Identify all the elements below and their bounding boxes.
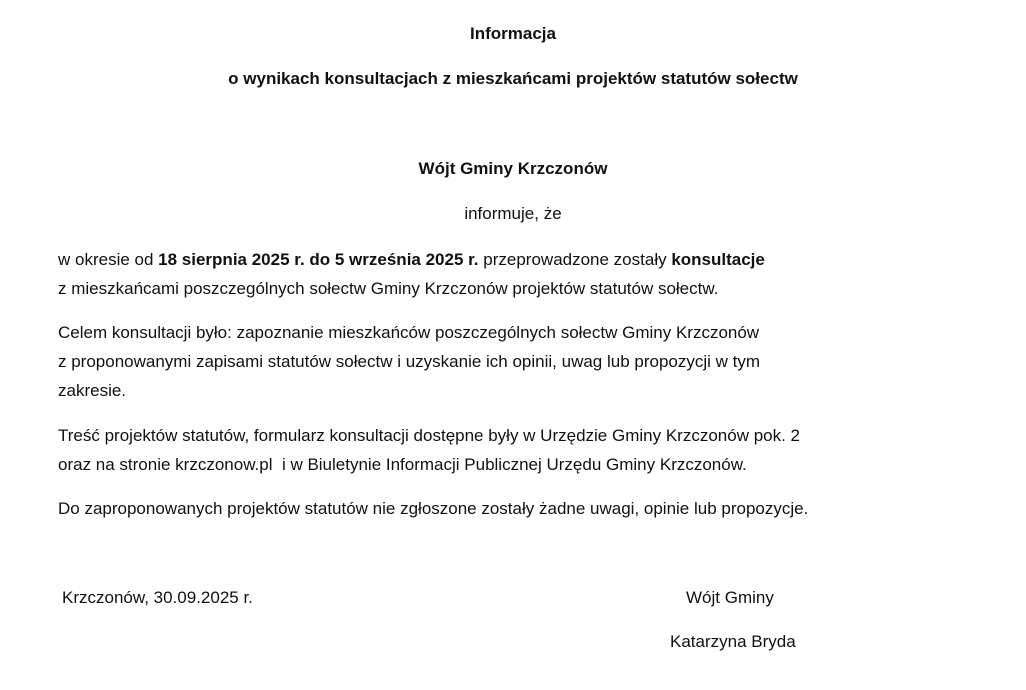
p1-line2: z mieszkańcami poszczególnych sołectw Gminy Krzczonów projektów statutów sołectw. xyxy=(58,279,719,298)
consultation-keyword: konsultacje xyxy=(671,250,765,269)
signature-title: Wójt Gminy xyxy=(686,588,774,607)
consultation-period-dates: 18 sierpnia 2025 r. do 5 września 2025 r. xyxy=(158,250,479,269)
paragraph-result xyxy=(58,494,978,523)
p2-line3: zakresie. xyxy=(58,381,127,400)
document-title: Informacja xyxy=(470,24,556,43)
p2-line1: Celem konsultacji było: zapoznanie mieszkańców poszczególnych sołectw Gminy Krzczonów xyxy=(58,323,760,342)
paragraph-consultation-period xyxy=(58,245,978,303)
p3-line2: oraz na stronie krzczonow.pl i w Biuletynie Informacji Publicznej Urzędu Gminy Krzczonów. xyxy=(58,455,747,474)
place-and-date: Krzczonów, 30.09.2025 r. xyxy=(62,588,253,607)
p3-line1: Treść projektów statutów, formularz konsultacji dostępne były w Urzędzie Gminy Krzczonów pok. 2 xyxy=(58,426,800,445)
informs-line: informuje, że xyxy=(464,204,562,223)
authority-name: Wójt Gminy Krzczonów xyxy=(418,159,608,178)
signature-name: Katarzyna Bryda xyxy=(670,632,796,651)
p4-line1: Do zaproponowanych projektów statutów nie zgłoszone zostały żadne uwagi, opinie lub propozycje. xyxy=(58,499,809,518)
p1-middle: przeprowadzone zostały xyxy=(478,250,672,269)
p1-prefix: w okresie od xyxy=(58,250,159,269)
document-subtitle: o wynikach konsultacjach z mieszkańcami projektów statutów sołectw xyxy=(228,69,798,88)
paragraph-consultation-goal xyxy=(58,318,978,405)
p2-line2: z proponowanymi zapisami statutów sołectw i uzyskanie ich opinii, uwag lub propozycji w tym xyxy=(58,352,761,371)
paragraph-availability xyxy=(58,421,978,479)
